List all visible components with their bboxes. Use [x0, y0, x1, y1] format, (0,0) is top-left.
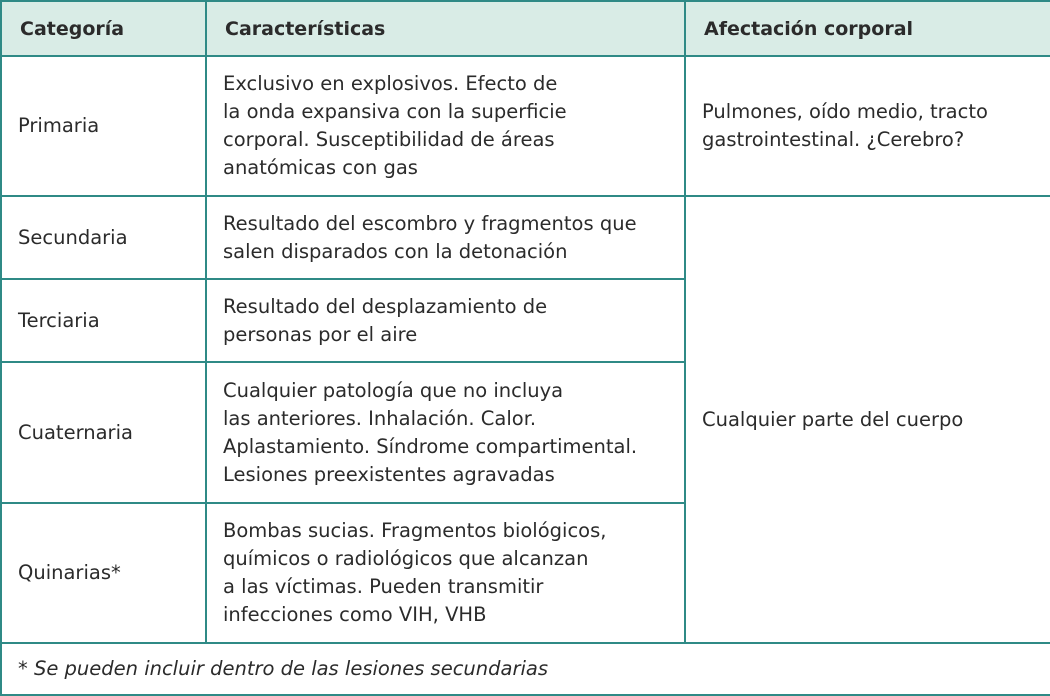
- text-line: Resultado del desplazamiento de: [223, 294, 548, 318]
- header-afectacion: Afectación corporal: [685, 1, 1050, 56]
- caracteristicas-cell: [206, 362, 685, 503]
- text-line: Resultado del escombro y fragmentos que: [223, 211, 637, 235]
- footnote-row: [1, 643, 1050, 695]
- categoria-cell: Primaria: [1, 56, 206, 196]
- caracteristicas-cell: [206, 503, 685, 643]
- text-line: gastrointestinal. ¿Cerebro?: [702, 128, 965, 151]
- caracteristicas-cell: [206, 196, 685, 279]
- categoria-cell: Quinarias*: [1, 503, 206, 643]
- text-line: químicos o radiológicos que alcanzan: [223, 547, 589, 570]
- categoria-cell: Terciaria: [1, 279, 206, 362]
- header-categoria: Categoría: [1, 1, 206, 56]
- text-line: corporal. Susceptibilidad de áreas: [223, 128, 555, 151]
- text-line: Bombas sucias. Fragmentos biológicos,: [223, 519, 607, 542]
- text-line: anatómicas con gas: [223, 156, 418, 179]
- afectacion-cell: [685, 56, 1050, 196]
- categoria-cell: Cuaternaria: [1, 362, 206, 503]
- text-line: las anteriores. Inhalación. Calor.: [223, 406, 537, 430]
- caracteristicas-cell: [206, 279, 685, 362]
- text-line: Lesiones preexistentes agravadas: [223, 462, 555, 486]
- text-line: Exclusivo en explosivos. Efecto de: [223, 72, 558, 95]
- text-line: Aplastamiento. Síndrome compartimental.: [223, 434, 638, 458]
- categoria-cell: Secundaria: [1, 196, 206, 279]
- text-line: Cualquier patología que no incluya: [223, 378, 564, 402]
- table-row: [1, 196, 1050, 279]
- text-line: infecciones como VIH, VHB: [223, 603, 487, 626]
- text-line: a las víctimas. Pueden transmitir: [223, 575, 544, 598]
- table-row: [1, 56, 1050, 196]
- footnote: * Se pueden incluir dentro de las lesiones secundarias: [1, 643, 1050, 695]
- text-line: personas por el aire: [223, 322, 418, 346]
- text-line: la onda expansiva con la superficie: [223, 100, 567, 123]
- caracteristicas-cell: [206, 56, 685, 196]
- header-caracteristicas: Características: [206, 1, 685, 56]
- afectacion-cell-merged: [685, 196, 1050, 643]
- text-line: salen disparados con la detonación: [223, 239, 568, 263]
- header-row: [1, 1, 1050, 56]
- text-line: Cualquier parte del cuerpo: [702, 407, 964, 431]
- text-line: Pulmones, oído medio, tracto: [702, 100, 988, 123]
